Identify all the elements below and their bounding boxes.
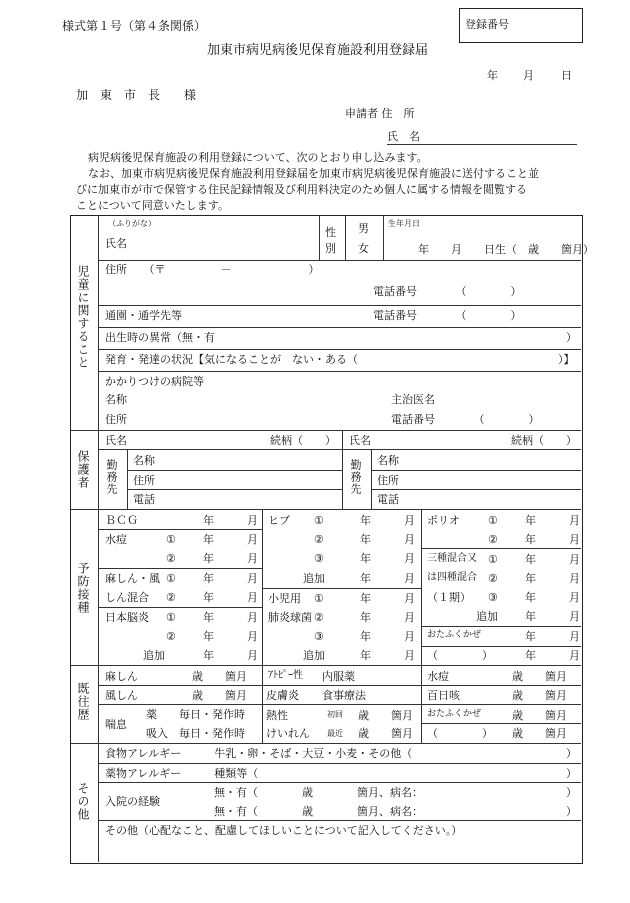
guardian2-workplace-label: 勤務先	[349, 459, 362, 495]
vacc-mix-2-date[interactable]: 年 月	[525, 572, 580, 585]
vacc-hib-2-date[interactable]: 年 月	[360, 533, 415, 546]
vacc-pneumococcus: 肺炎球菌	[268, 611, 312, 624]
notes-field[interactable]: その他（心配なこと、配慮してほしいことについて記入してください。）	[105, 824, 463, 837]
registration-number-label: 登録番号	[465, 18, 509, 31]
hist-mumps-age[interactable]: 歳 箇月	[512, 709, 567, 722]
sex-label: 性別	[325, 226, 336, 255]
hist-measles-age[interactable]: 歳 箇月	[192, 670, 247, 683]
child-phone-field[interactable]: 電話番号 （ ）	[373, 285, 522, 298]
vacc-measles-rubella: 麻しん・風	[105, 572, 160, 585]
hist-febrile: 熱性	[266, 709, 288, 722]
child-name-label: 氏名	[105, 237, 127, 250]
hist-seizure-last-age[interactable]: 歳 箇月	[358, 727, 413, 740]
vacc-pneumo-1-date[interactable]: 年 月	[360, 592, 415, 605]
vacc-je: 日本脳炎	[105, 611, 149, 624]
drug-allergy-field[interactable]: 薬物アレルギー 種類等（	[105, 767, 259, 780]
guardian1-work-name[interactable]: 名称	[133, 454, 155, 467]
hist-asthma-inhaler[interactable]: 吸入 毎日・発作時	[146, 727, 245, 740]
vacc-polio: ポリオ	[427, 514, 460, 527]
hospitalization-1-field[interactable]: 無・有（ 歳 箇月、病名：	[214, 786, 423, 799]
form-number: 様式第１号（第４条関係）	[62, 19, 207, 33]
vacc-pneumo-additional-date[interactable]: 年 月	[360, 649, 415, 662]
hist-varicella-age[interactable]: 歳 箇月	[512, 670, 567, 683]
vacc-other-field[interactable]: （ ）	[427, 649, 493, 662]
vacc-bcg-date[interactable]: 年 月	[203, 514, 258, 527]
guardian1-work-phone[interactable]: 電話	[133, 493, 155, 506]
sex-male-option[interactable]: 男	[358, 222, 369, 235]
vacc-polio-1-date[interactable]: 年 月	[525, 514, 580, 527]
hist-seizure: けいれん	[266, 727, 310, 740]
vacc-mix-3-date[interactable]: 年 月	[525, 591, 580, 604]
vacc-je-1-date[interactable]: 年 月	[203, 611, 258, 624]
vacc-hib-3-date[interactable]: 年 月	[360, 552, 415, 565]
hist-rubella: 風しん	[105, 689, 138, 702]
section-vaccination: 予防接種	[76, 562, 90, 614]
vacc-phase1: （１期）	[427, 591, 471, 604]
vacc-mumps-date[interactable]: 年 月	[525, 630, 580, 643]
section-history: 既往歴	[76, 682, 90, 721]
vacc-pneumo-3-date[interactable]: 年 月	[360, 630, 415, 643]
hist-atopy: ｱﾄﾋﾟｰ性	[268, 670, 303, 681]
hist-seizure-first-age[interactable]: 歳 箇月	[358, 709, 413, 722]
intro-line-1: 病児病後児保育施設の利用登録について、次のとおり申し込みます。	[88, 151, 428, 164]
development-status-field[interactable]: 発育・発達の状況【気になることが ない・ある（	[105, 353, 358, 366]
vacc-varicella-2-date[interactable]: 年 月	[203, 552, 258, 565]
intro-line-4: ことについて同意いたします。	[76, 199, 229, 212]
section-other: その他	[76, 782, 90, 821]
guardian2-work-name[interactable]: 名称	[377, 454, 399, 467]
vacc-mix3: 三種混合又	[427, 553, 477, 564]
hist-dermatitis: 皮膚炎	[266, 689, 299, 702]
guardian1-workplace-label: 勤務先	[105, 459, 118, 495]
vacc-mumps: おたふくかぜ	[427, 630, 482, 640]
vacc-mix4: は四種混合	[427, 572, 477, 583]
intro-line-2: なお、加東市病児病後児保育施設利用登録届を加東市病児病後児保育施設に送付すること並	[88, 167, 539, 180]
registration-number-box[interactable]	[459, 8, 583, 43]
vacc-polio-2-date[interactable]: 年 月	[525, 533, 580, 546]
hist-rubella-age[interactable]: 歳 箇月	[192, 689, 247, 702]
vacc-mr-mix: しん混合	[105, 591, 149, 604]
vacc-pneumo-2-date[interactable]: 年 月	[360, 611, 415, 624]
guardian1-name-field[interactable]: 氏名	[105, 434, 127, 447]
hospitalization-2-field[interactable]: 無・有（ 歳 箇月、病名：	[214, 805, 423, 818]
sex-female-option[interactable]: 女	[358, 242, 369, 255]
section-child: 児童に関すること	[76, 265, 90, 369]
guardian2-relation-field[interactable]: 続柄（ ）	[511, 434, 577, 447]
clinic-name-field[interactable]: 名称	[105, 393, 127, 406]
form-title: 加東市病児病後児保育施設利用登録届	[207, 43, 429, 58]
vacc-mix-1-date[interactable]: 年 月	[525, 553, 580, 566]
birthdate-label: 生年月日	[388, 219, 420, 228]
vacc-mr-2-date[interactable]: 年 月	[203, 591, 258, 604]
vacc-hib-1-date[interactable]: 年 月	[360, 514, 415, 527]
applicant-address-label: 申請者 住 所	[345, 107, 415, 120]
hist-asthma: 喘息	[105, 718, 127, 731]
hist-mumps: おたふくかぜ	[427, 709, 482, 719]
section-guardian: 保護者	[76, 450, 90, 489]
vacc-je-additional-date[interactable]: 年 月	[203, 649, 258, 662]
doctor-name-field[interactable]: 主治医名	[391, 393, 435, 406]
vacc-hib: ヒブ	[268, 514, 290, 527]
section-column-divider	[98, 216, 99, 862]
birth-abnormality-field[interactable]: 出生時の異常（無・有	[105, 331, 215, 344]
vacc-mr-1-date[interactable]: 年 月	[203, 572, 258, 585]
clinic-address-field[interactable]: 住所	[105, 413, 127, 426]
hist-pertussis-age[interactable]: 歳 箇月	[512, 689, 567, 702]
hist-oral-medicine[interactable]: 内服薬	[322, 670, 355, 683]
vacc-mix-additional-date[interactable]: 年 月	[525, 610, 580, 623]
guardian2-name-field[interactable]: 氏名	[349, 434, 371, 447]
hist-pertussis: 百日咳	[427, 689, 460, 702]
hist-other-age[interactable]: 歳 箇月	[512, 727, 567, 740]
hospitalization-label: 入院の経験	[105, 795, 160, 808]
birthdate-field[interactable]: 年 月 日生（ 歳 箇月）	[418, 243, 594, 256]
applicant-name-field[interactable]: 氏 名	[387, 131, 577, 145]
vacc-varicella-1-date[interactable]: 年 月	[203, 533, 258, 546]
hist-asthma-medicine[interactable]: 薬 毎日・発作時	[146, 708, 245, 721]
child-address-field[interactable]: 住所 （〒 － ）	[105, 263, 320, 276]
intro-line-3: びに加東市が市で保管する住民記録情報及び利用料決定のため個人に属する情報を閲覧する	[76, 183, 527, 196]
food-allergy-field[interactable]: 食物アレルギー 牛乳・卵・そば・大豆・小麦・その他（	[105, 747, 413, 760]
vacc-varicella: 水痘	[105, 533, 127, 546]
clinic-label: かかりつけの病院等	[105, 375, 204, 388]
school-phone-field[interactable]: 電話番号 （ ）	[373, 309, 522, 322]
guardian1-work-address[interactable]: 住所	[133, 474, 155, 487]
school-label: 通園・通学先等	[105, 309, 182, 322]
vacc-other-date[interactable]: 年 月	[525, 649, 580, 662]
guardian2-work-address[interactable]: 住所	[377, 474, 399, 487]
date-year[interactable]: 年	[487, 69, 498, 82]
hist-measles: 麻しん	[105, 670, 138, 683]
date-day[interactable]: 日	[561, 69, 572, 82]
hist-other-field[interactable]: （ ）	[427, 727, 493, 740]
addressee: 加 東 市 長 様	[76, 88, 197, 102]
clinic-phone-field[interactable]: 電話番号 （ ）	[391, 413, 540, 426]
furigana-label: （ふりがな）	[108, 219, 156, 228]
vacc-bcg: ＢＣＧ	[105, 514, 138, 527]
guardian2-work-phone[interactable]: 電話	[377, 493, 399, 506]
hist-diet-therapy[interactable]: 食事療法	[322, 689, 366, 702]
vacc-hib-additional-date[interactable]: 年 月	[360, 572, 415, 585]
guardian1-relation-field[interactable]: 続柄（ ）	[270, 434, 336, 447]
vacc-pc-child: 小児用	[268, 592, 301, 605]
vacc-je-2-date[interactable]: 年 月	[203, 630, 258, 643]
hist-varicella: 水痘	[427, 670, 449, 683]
date-month[interactable]: 月	[523, 69, 534, 82]
